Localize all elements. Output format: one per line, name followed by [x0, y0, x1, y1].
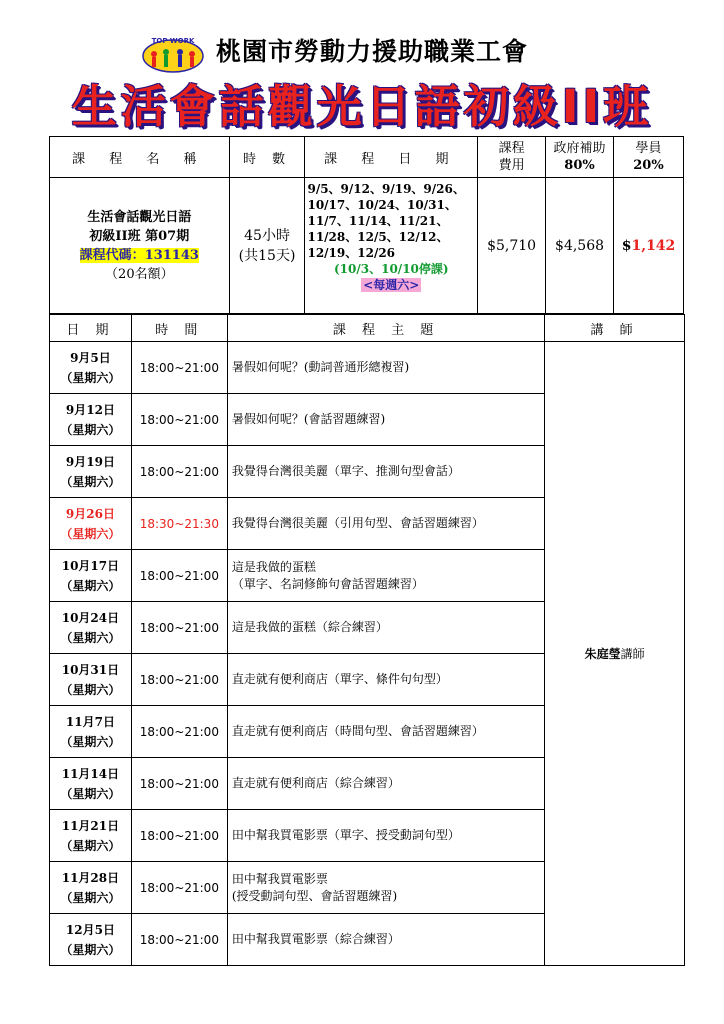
row-weekday: （星期六）: [60, 630, 121, 645]
course-code: 課程代碼：131143: [79, 247, 199, 263]
row-date: [50, 498, 132, 550]
header-gov-subsidy: [546, 137, 614, 178]
row-topic: [227, 810, 544, 862]
row-topic: [227, 498, 544, 550]
row-topic: [227, 394, 544, 446]
row-topic-line1: 直走就有便利商店（綜合練習）: [231, 776, 400, 790]
row-topic-line1: 我覺得台灣很美麗（引用句型、會話習題練習）: [231, 516, 484, 530]
dates-note: (10/3、10/10停課): [334, 262, 449, 276]
schedule-body: [50, 342, 685, 966]
row-topic: [227, 602, 544, 654]
student-share-prefix: $: [621, 237, 632, 254]
dates-line: 10/17、10/24、10/31、: [307, 198, 457, 212]
row-weekday: （星期六）: [60, 682, 121, 697]
row-time: 18:00~21:00: [131, 394, 227, 446]
course-name-cell: [50, 178, 230, 314]
header-gov-line1: 政府補助: [553, 141, 606, 156]
row-date-text: 10月17日: [61, 558, 120, 573]
row-topic-line2: (授受動詞句型、會話習題練習): [231, 888, 398, 903]
row-topic-line1: 我覺得台灣很美麗（單字、推測句型會話）: [231, 464, 460, 478]
row-date: [50, 810, 132, 862]
schedule-table: [49, 314, 685, 966]
row-topic-line2: （單字、名詞修飾句會話習題練習）: [231, 576, 424, 591]
row-time: 18:00~21:00: [131, 602, 227, 654]
dates-line: 11/7、11/14、11/21、: [307, 214, 449, 228]
row-topic: [227, 654, 544, 706]
row-topic-line1: 田中幫我買電影票: [231, 871, 328, 886]
header-student-line2: 20%: [633, 158, 664, 173]
schedule-header-topic: 課 程 主 題: [227, 315, 544, 342]
row-date: [50, 706, 132, 758]
row-date-text: 9月12日: [65, 402, 115, 417]
row-topic-line1: 暑假如何呢？(會話習題練習): [231, 412, 386, 426]
row-date: [50, 394, 132, 446]
row-date: [50, 654, 132, 706]
header-fee: [478, 137, 546, 178]
row-weekday: （星期六）: [60, 942, 121, 957]
row-date-text: 12月5日: [65, 922, 115, 937]
row-weekday: （星期六）: [60, 526, 121, 541]
row-time: 18:00~21:00: [131, 342, 227, 394]
row-weekday: （星期六）: [60, 370, 121, 385]
fee-cell: $5,710: [478, 178, 546, 314]
row-date: [50, 446, 132, 498]
row-weekday: （星期六）: [60, 578, 121, 593]
row-date: [50, 862, 132, 914]
dates-cell: [305, 178, 478, 314]
org-name: 桃園市勞動力援助職業工會: [216, 37, 529, 66]
row-date-text: 9月19日: [65, 454, 115, 469]
row-weekday: （星期六）: [60, 474, 121, 489]
row-weekday: （星期六）: [60, 786, 121, 801]
header-course-name: 課 程 名 稱: [50, 137, 230, 178]
schedule-header-time: 時 間: [131, 315, 227, 342]
course-name-line2: 初級II班 第07期: [89, 228, 190, 244]
schedule-header-teacher: 講 師: [545, 315, 685, 342]
teacher-cell: [545, 342, 685, 966]
header-fee-line2: 費用: [498, 158, 525, 173]
teacher-name: 朱庭瑩: [584, 647, 621, 661]
logo-text: TOP WORK: [151, 37, 195, 45]
row-date-text: 11月7日: [65, 714, 115, 729]
header-hours: 時 數: [229, 137, 305, 178]
row-date-text: 11月21日: [61, 818, 120, 833]
row-topic-line1: 直走就有便利商店（時間句型、會話習題練習）: [231, 724, 484, 738]
row-topic-line1: 直走就有便利商店（單字、條件句句型）: [231, 672, 448, 686]
header-fee-line1: 課程: [498, 141, 525, 156]
top-work-logo: [140, 34, 206, 74]
row-time: 18:00~21:00: [131, 810, 227, 862]
row-topic: [227, 914, 544, 966]
row-topic-line1: 這是我做的蛋糕: [231, 559, 316, 574]
page-header: [0, 0, 724, 135]
header-student-line1: 學員: [635, 141, 662, 156]
row-topic-line1: 田中幫我買電影票（單字、授受動詞句型）: [231, 828, 460, 842]
row-topic: [227, 446, 544, 498]
row-date-text: 9月5日: [70, 350, 111, 365]
row-weekday: （星期六）: [60, 734, 121, 749]
row-date-text: 10月24日: [61, 610, 120, 625]
row-topic-line1: 這是我做的蛋糕（綜合練習）: [231, 620, 388, 634]
dates-line: 12/19、12/26: [307, 246, 396, 260]
dates-line: 11/28、12/5、12/12、: [307, 230, 449, 244]
row-topic: [227, 862, 544, 914]
row-topic-line1: 田中幫我買電影票（綜合練習）: [231, 932, 400, 946]
row-weekday: （星期六）: [60, 890, 121, 905]
row-date-text: 9月26日: [65, 506, 115, 521]
row-date: [50, 550, 132, 602]
gov-subsidy-cell: $4,568: [546, 178, 614, 314]
dates-line: 9/5、9/12、9/19、9/26、: [307, 182, 465, 196]
row-time: 18:00~21:00: [131, 446, 227, 498]
page-title: 生活會話觀光日語初級II班: [71, 80, 653, 133]
header-student-share: [614, 137, 684, 178]
row-time: 18:00~21:00: [131, 862, 227, 914]
row-time: 18:00~21:00: [131, 654, 227, 706]
row-time: 18:00~21:00: [131, 550, 227, 602]
row-date-text: 11月28日: [61, 870, 120, 885]
schedule-header-date: 日 期: [50, 315, 132, 342]
hours-line2: (共15天): [238, 247, 296, 264]
header-gov-line2: 80%: [564, 158, 595, 173]
course-summary-table: [49, 136, 684, 314]
weekday-note: <每週六>: [363, 278, 420, 292]
row-topic: [227, 706, 544, 758]
teacher-suffix: 講師: [620, 647, 645, 661]
row-topic: [227, 758, 544, 810]
row-date: [50, 914, 132, 966]
row-topic: [227, 550, 544, 602]
header-course-dates: 課 程 日 期: [305, 137, 478, 178]
row-weekday: （星期六）: [60, 422, 121, 437]
student-share-amount: 1,142: [631, 237, 676, 254]
row-date: [50, 342, 132, 394]
row-date-text: 10月31日: [61, 662, 120, 677]
hours-line1: 45小時: [244, 227, 290, 244]
course-name-line1: 生活會話觀光日語: [87, 209, 192, 225]
table-row: [50, 342, 685, 394]
row-topic-line1: 暑假如何呢？(動詞普通形總複習): [231, 360, 410, 374]
row-topic: [227, 342, 544, 394]
row-time: 18:00~21:00: [131, 914, 227, 966]
hours-cell: [229, 178, 305, 314]
row-weekday: （星期六）: [60, 838, 121, 853]
row-time: 18:30~21:30: [131, 498, 227, 550]
row-date-text: 11月14日: [61, 766, 120, 781]
row-date: [50, 758, 132, 810]
row-time: 18:00~21:00: [131, 706, 227, 758]
student-share-cell: [614, 178, 684, 314]
course-quota: （20名額）: [105, 266, 174, 282]
row-date: [50, 602, 132, 654]
row-time: 18:00~21:00: [131, 758, 227, 810]
